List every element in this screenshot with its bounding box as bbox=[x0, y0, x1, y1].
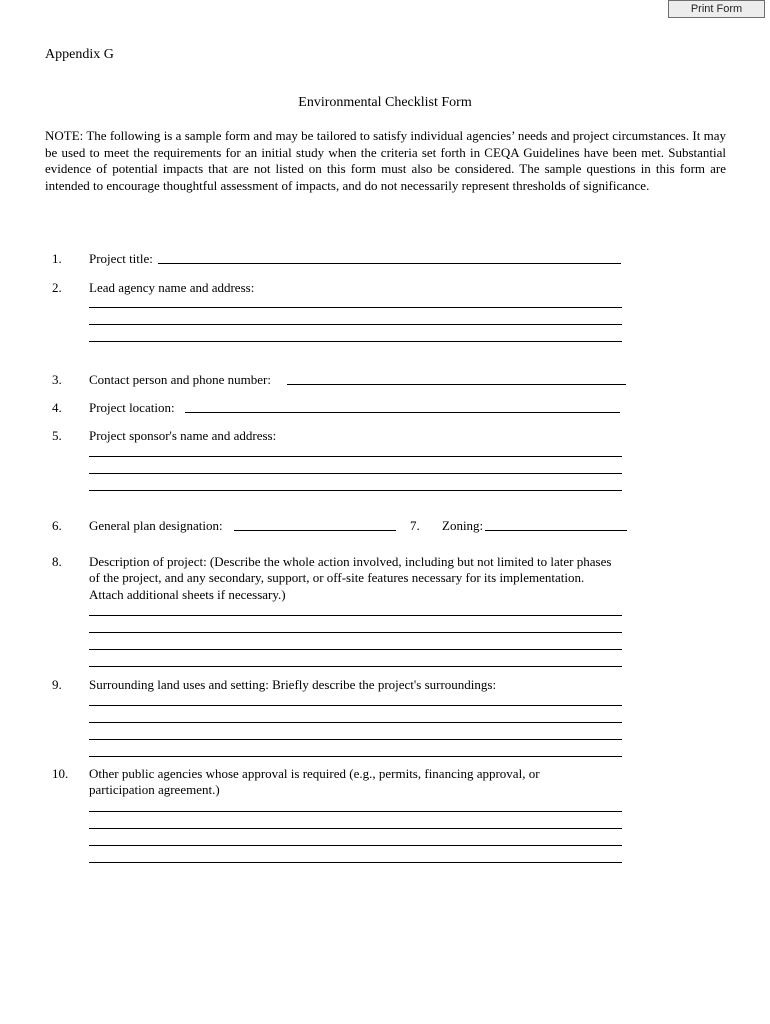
public-agencies-field-line-1[interactable] bbox=[89, 811, 622, 812]
item-number: 10. bbox=[52, 766, 69, 781]
project-location-label: Project location: bbox=[89, 400, 175, 415]
general-plan-field[interactable] bbox=[234, 530, 396, 531]
project-title-label: Project title: bbox=[89, 251, 153, 266]
contact-person-label: Contact person and phone number: bbox=[89, 372, 271, 387]
surrounding-land-uses-field-line-4[interactable] bbox=[89, 756, 622, 757]
project-description-field-line-4[interactable] bbox=[89, 666, 622, 667]
appendix-label: Appendix G bbox=[45, 47, 114, 62]
project-description-field-line-1[interactable] bbox=[89, 615, 622, 616]
surrounding-land-uses-label: Surrounding land uses and setting: Briefly describe the project's surroundings: bbox=[89, 677, 497, 692]
print-form-button[interactable]: Print Form bbox=[668, 0, 765, 18]
surrounding-land-uses-field-line-1[interactable] bbox=[89, 705, 622, 706]
surrounding-land-uses-field-line-2[interactable] bbox=[89, 722, 622, 723]
item-number: 3. bbox=[52, 372, 62, 387]
item-number: 6. bbox=[52, 518, 62, 533]
project-location-field[interactable] bbox=[185, 412, 620, 413]
item-number: 8. bbox=[52, 554, 62, 569]
item-number: 7. bbox=[410, 518, 420, 533]
public-agencies-field-line-3[interactable] bbox=[89, 845, 622, 846]
project-sponsor-field-line-3[interactable] bbox=[89, 490, 622, 491]
lead-agency-field-line-1[interactable] bbox=[89, 307, 622, 308]
item-number: 2. bbox=[52, 280, 62, 295]
project-title-field[interactable] bbox=[158, 263, 621, 264]
surrounding-land-uses-field-line-3[interactable] bbox=[89, 739, 622, 740]
item-number: 1. bbox=[52, 251, 62, 266]
zoning-label: Zoning: bbox=[442, 518, 484, 533]
item-number: 5. bbox=[52, 428, 62, 443]
public-agencies-field-line-4[interactable] bbox=[89, 862, 622, 863]
item-number: 4. bbox=[52, 400, 62, 415]
zoning-field[interactable] bbox=[485, 530, 627, 531]
lead-agency-field-line-3[interactable] bbox=[89, 341, 622, 342]
public-agencies-label: Other public agencies whose approval is required (e.g., permits, financing approval, or participation agreement.) bbox=[89, 766, 540, 798]
project-description-label: Description of project: (Describe the whole action involved, including but not limited to later phases of the project, and any secondary, support, or off-site features necessary for its implementation. Attach additional sheets if necessary.) bbox=[89, 554, 612, 602]
contact-person-field[interactable] bbox=[287, 384, 626, 385]
general-plan-label: General plan designation: bbox=[89, 518, 223, 533]
page-title: Environmental Checklist Form bbox=[298, 95, 472, 110]
project-description-field-line-3[interactable] bbox=[89, 649, 622, 650]
public-agencies-field-line-2[interactable] bbox=[89, 828, 622, 829]
note-paragraph: NOTE: The following is a sample form and may be tailored to satisfy individual agencies’ needs and project circumstances. It may be used to meet the requirements for an initial study when the criteria set forth in CEQA Guidelines have been met. Substantial evidence of potential impacts that are not listed on this form must also be considered. The sample questions in this form are intended to encourage thoughtful assessment of impacts, and do not necessarily represent thresholds of significance. bbox=[45, 128, 726, 193]
lead-agency-label: Lead agency name and address: bbox=[89, 280, 255, 295]
project-sponsor-field-line-1[interactable] bbox=[89, 456, 622, 457]
project-sponsor-label: Project sponsor's name and address: bbox=[89, 428, 277, 443]
project-description-field-line-2[interactable] bbox=[89, 632, 622, 633]
lead-agency-field-line-2[interactable] bbox=[89, 324, 622, 325]
item-number: 9. bbox=[52, 677, 62, 692]
project-sponsor-field-line-2[interactable] bbox=[89, 473, 622, 474]
